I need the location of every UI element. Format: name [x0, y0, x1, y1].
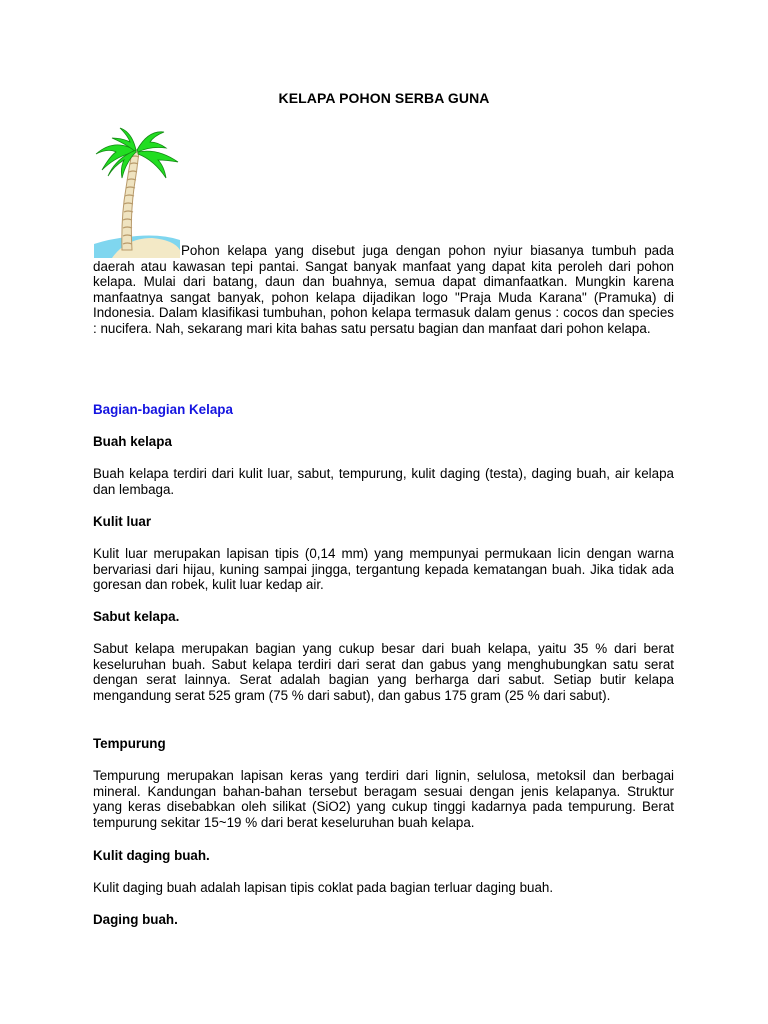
document-title: KELAPA POHON SERBA GUNA: [278, 90, 490, 106]
paragraph-sabut-kelapa: Sabut kelapa merupakan bagian yang cukup besar dari buah kelapa, yaitu 35 % dari berat keseluruhan buah. Sabut kelapa terdiri dari serat dan gabus yang menghubungkan satu serat dengan serat lainnya. Serat adalah bagian yang berharga dari sabut. Setiap butir kelapa mengandung serat 525 gram (75 % dari sabut), dan gabus 175 gram (25 % dari sabut).: [93, 641, 674, 703]
section-title: Bagian-bagian Kelapa: [93, 402, 233, 417]
heading-kulit-daging-buah: Kulit daging buah.: [93, 848, 210, 863]
intro-paragraph: Pohon kelapa yang disebut juga dengan pohon nyiur biasanya tumbuh pada daerah atau kawasan tepi pantai. Sangat banyak manfaat yang dapat kita peroleh dari pohon kelapa. Mulai dari batang, daun dan buahnya, semua dapat dimanfaatkan. Mungkin karena manfaatnya sangat banyak, pohon kelapa dijadikan logo "Praja Muda Karana" (Pramuka) di Indonesia. Dalam klasifikasi tumbuhan, pohon kelapa termasuk dalam genus : cocos dan species : nucifera. Nah, sekarang mari kita bahas satu persatu bagian dan manfaat dari pohon kelapa.: [93, 243, 674, 336]
heading-sabut-kelapa: Sabut kelapa.: [93, 609, 180, 624]
paragraph-buah-kelapa: Buah kelapa terdiri dari kulit luar, sabut, tempurung, kulit daging (testa), daging buah, air kelapa dan lembaga.: [93, 466, 674, 497]
heading-tempurung: Tempurung: [93, 736, 166, 751]
heading-buah-kelapa: Buah kelapa: [93, 434, 172, 449]
palm-tree-icon: [92, 126, 182, 258]
paragraph-tempurung: Tempurung merupakan lapisan keras yang terdiri dari lignin, selulosa, metoksil dan berbagai mineral. Kandungan bahan-bahan tersebut beragam sesuai dengan jenis kelapanya. Struktur yang keras disebabkan oleh silikat (SiO2) yang cukup tinggi kadarnya pada tempurung. Berat tempurung sekitar 15~19 % dari berat keseluruhan buah kelapa.: [93, 768, 674, 830]
paragraph-kulit-daging-buah: Kulit daging buah adalah lapisan tipis coklat pada bagian terluar daging buah.: [93, 880, 554, 895]
heading-daging-buah: Daging buah.: [93, 912, 178, 927]
paragraph-kulit-luar: Kulit luar merupakan lapisan tipis (0,14 mm) yang mempunyai permukaan licin dengan warna bervariasi dari hijau, kuning sampai jingga, tergantung kepada kematangan buah. Jika tidak ada goresan dan robek, kulit luar kedap air.: [93, 546, 674, 593]
heading-kulit-luar: Kulit luar: [93, 514, 152, 529]
